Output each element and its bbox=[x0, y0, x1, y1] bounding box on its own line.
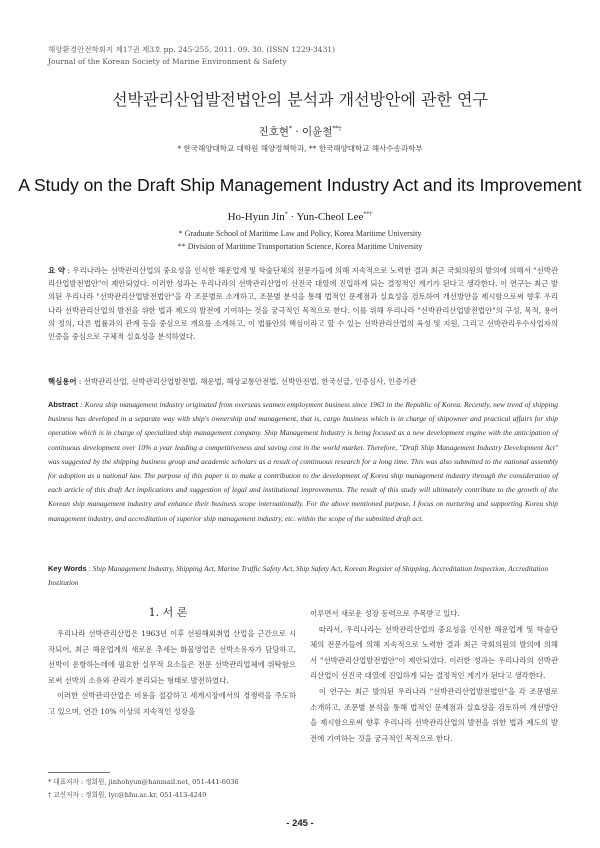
footnote-divider bbox=[48, 772, 110, 773]
korean-abstract-label: 요 약 bbox=[48, 266, 65, 275]
english-abstract-label: Abstract bbox=[48, 400, 78, 409]
intro-paragraph: 이루면서 새로운 성장 동력으로 주목받고 있다. bbox=[310, 609, 460, 618]
korean-title: 선박관리산업발전법안의 분석과 개선방안에 관한 연구 bbox=[112, 90, 488, 109]
author-separator: · bbox=[291, 126, 302, 138]
english-authors bbox=[0, 211, 600, 223]
english-author-2-mark: **† bbox=[363, 211, 373, 218]
section-heading: 1. 서 론 bbox=[148, 606, 188, 619]
english-abstract-text: : Korea ship management industry originated from overseas seamen employment business since 1963 in the Republic of Korea. Recently, new trend of shipping business has developed in a separate way with ship's ownership and management, that is, cargo business which is in charge of shipowner and practical affairs for ship operation which is in charge of specialized ship management company. Ship Management Industry is being focused as a new development engine with the anticipation of continuous development over 10% a year leading a competitiveness and saving cost in the world market. Therefore, "Draft Ship Management Industry Development Act" was suggested by the shipping business group and academic scholars as a result of continuous research for a long time. This was also submitted to the national assembly for adoption as a national law. The purpose of this paper is to make a contribution to the development of Korea ship management industry through the consideration of each article of this draft Act implications and suggestion of legal and institutional improvements. The result of this study will ultimately contribute to the growth of the Korean ship management industry and enhance their business scope internationally. For the above mentioned purpose, I focus on nurturing and supporting Korea ship management industry, and accreditation of superior ship management industry, etc. within the scope of the submitted draft act. bbox=[48, 400, 558, 523]
korean-keywords bbox=[48, 376, 558, 388]
author-separator: · bbox=[287, 211, 297, 223]
english-keywords bbox=[48, 562, 558, 590]
english-author-2: Yun-Cheol Lee bbox=[296, 211, 364, 223]
intro-paragraph: 우리나라 선박관리산업은 1963년 이후 선원해외취업 산업을 근간으로 시작되어, 최근 해운업계의 새로운 추세는 화물영업은 선박소유자가 담당하고, 선박이 운항하는데에 필요한 실무적 요소들은 전문 선박관리업체에 위탁함으로써 선박의 소유와 관리가 분리되는 형태로 발전하였다. bbox=[48, 629, 296, 685]
korean-author-1-mark: * bbox=[288, 125, 292, 133]
intro-paragraph: 이러한 선박관리산업은 비용을 절감하고 세계시장에서의 경쟁력을 주도하고 있으며, 연간 10% 이상의 지속적인 성장을 bbox=[48, 691, 296, 716]
journal-name: Journal of the Korean Society of Marine Environment & Safety bbox=[48, 57, 287, 66]
intro-right-column bbox=[310, 606, 558, 746]
intro-paragraph: 이 연구는 최근 발의된 우리나라 "선박관리산업발전법안"을 각 조문별로 소개하고, 조문별 분석을 통해 법적인 문제점과 실효성을 검토하여 개선방안을 제시함으로써 향후 우리나라 선박관리산업의 발전을 위한 법과 제도의 발전에 기여하는 것을 궁극적인 목적으로 한다. bbox=[310, 686, 558, 743]
page-number: - 245 - bbox=[286, 818, 314, 829]
english-affiliation-2: ** Division of Maritime Transportation Science, Korea Maritime University bbox=[177, 242, 423, 251]
korean-author-2: 이윤철 bbox=[302, 126, 333, 138]
journal-header bbox=[48, 44, 335, 68]
korean-keywords-text: : 선박관리산업, 선박관리산업발전법, 해운법, 해상교통안전법, 선박안전법, 한국선급, 인증심사, 인증기관 bbox=[78, 377, 417, 386]
korean-authors bbox=[0, 124, 600, 139]
english-keywords-text: : Ship Management Industry, Shipping Act, Marine Traffic Safety Act, Ship Safety Act, Korean Register of Shipping, Accreditation Inspection, Accreditation Institution bbox=[48, 564, 549, 587]
korean-keywords-label: 핵심용어 bbox=[48, 377, 77, 386]
footnote-corresponding: * 대표저자 : 정회원, jinhohyun@hanmail.net, 051-441-6036 bbox=[48, 778, 239, 786]
english-title: A Study on the Draft Ship Management Industry Act and its Improvement bbox=[18, 175, 582, 195]
english-keywords-label: Key Words bbox=[48, 564, 87, 573]
english-affiliation-1: * Graduate School of Maritime Law and Policy, Korea Maritime University bbox=[178, 229, 422, 238]
korean-abstract-text: : 우리나라는 선박관리산업의 중요성을 인식한 해운업계 및 학술단체의 전문가들에 의해 지속적으로 노력한 결과 최근 국회의원의 발의에 의해서 "선박관리산업발전법안"이 제안되었다. 이러한 성과는 우리나라의 선박관리산업이 선진국 대열에 진입하게 되는 결정적인 계기가 된다고 생각한다. 이 연구는 최근 발의된 우리나라 "선박관리산업발전법안"을 각 조문별로 소개하고, 조문별 분석을 통해 법적인 문제점과 실효성을 검토하여 개선방안을 제시함으로써 향후 우리나라 선박관리산업의 발전을 위한 법과 제도의 발전에 기여하는 것을 궁극적인 목적으로 한다. 이를 위해 우리나라 "선박관리산업발전법안"의 구성, 목적, 용어의 정의, 다른 법률과의 관계 등을 중심으로 개요를 소개하고, 이 법률안의 핵심이라고 할 수 있는 선박관리산업의 육성 및 지원, 그리고 선박관리우수사업자의 인증을 중심으로 구체적 실효성을 분석하였다. bbox=[48, 266, 558, 342]
english-author-1-mark: * bbox=[284, 211, 288, 218]
korean-author-2-mark: **† bbox=[332, 125, 342, 133]
english-author-1: Ho-Hyun Jin bbox=[227, 211, 285, 223]
journal-citation: 해양환경안전학회지 제17권 제3호 pp. 245-255, 2011. 09. 30. (ISSN 1229-3431) bbox=[48, 45, 336, 54]
korean-abstract bbox=[48, 264, 558, 343]
intro-paragraph: 따라서, 우리나라는 선박관리산업의 중요성을 인식한 해운업계 및 학술단체의 전문가들에 의해 지속적으로 노력한 결과 최근 국회의원의 발의에 의해서 "선박관리산업발전법안"이 제안되었다. 이러한 성과는 우리나라의 선박관리산업이 선진국 대열에 진입하게 되는 결정적인 계기가 된다고 생각한다. bbox=[310, 624, 558, 681]
intro-left-column bbox=[48, 626, 296, 720]
english-abstract bbox=[48, 398, 558, 526]
korean-author-1: 진호현 bbox=[258, 126, 289, 138]
footnotes bbox=[48, 776, 298, 802]
footnote-communicating: † 교신저자 : 정회원, lyc@hhu.ac.kr, 051-413-4249 bbox=[48, 791, 207, 799]
korean-affiliation: * 한국해양대학교 대학원 해양정책학과, ** 한국해양대학교 해사수송과학부 bbox=[177, 144, 423, 153]
